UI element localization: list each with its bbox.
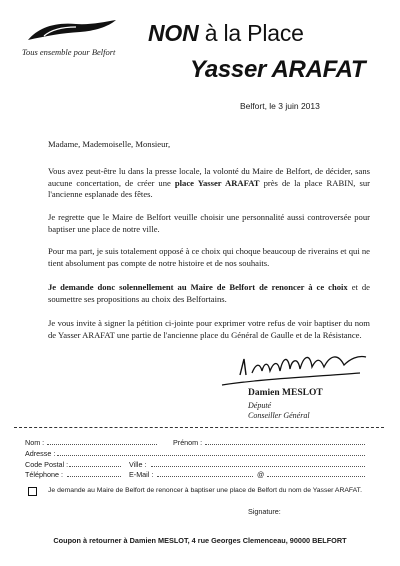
prenom-label: Prénom : xyxy=(173,438,203,447)
paragraph-4 xyxy=(48,282,370,305)
paragraph-3: Pour ma part, je suis totalement opposé à ce choix qui choque beaucoup de riverains et qui ne tient absolument pas compte de notre histoire et de nos souhaits. xyxy=(48,246,370,268)
cut-line xyxy=(14,427,384,428)
adresse-field[interactable] xyxy=(57,455,365,456)
logo xyxy=(22,18,122,60)
paragraph-1-text-b: près de la place RABIN, sur l'ancienne esplanade des fêtes. xyxy=(48,177,370,200)
signatory-name: Damien MESLOT xyxy=(248,388,323,398)
email-field-domain[interactable] xyxy=(267,476,365,477)
paragraph-1-text-a: Vous avez peut-être lu dans la presse locale, la volonté du Maire de Belfort, de décider, sans aucune concertation, de créer une xyxy=(48,166,370,188)
title-rest: à la Place xyxy=(198,20,304,46)
nom-label: Nom : xyxy=(25,438,45,447)
form-row-address xyxy=(25,449,375,459)
petition-checkbox[interactable] xyxy=(28,487,37,496)
title-non: NON xyxy=(148,20,199,46)
logo-swoosh-icon xyxy=(24,18,118,46)
title-name: Yasser ARAFAT xyxy=(190,56,366,83)
email-label: E-Mail : xyxy=(129,470,154,479)
form-row-name xyxy=(25,438,375,448)
telephone-field[interactable] xyxy=(67,476,121,477)
form-row-city xyxy=(25,460,375,470)
email-at: @ xyxy=(257,470,265,479)
paragraph-2: Je regrette que le Maire de Belfort veuille choisir une personnalité aussi controversée pour baptiser une place de notre ville. xyxy=(48,212,370,234)
handwritten-signature xyxy=(220,345,380,389)
telephone-label: Téléphone : xyxy=(25,470,63,479)
paragraph-5: Je vous invite à signer la pétition ci-jointe pour exprimer votre refus de voir baptiser du nom de Yasser ARAFAT une partie de l'ancienne place du Général de Gaulle et de la Résistance. xyxy=(48,318,370,340)
signatory-role-2: Conseiller Général xyxy=(248,411,310,420)
paragraph-1-bold: place Yasser ARAFAT xyxy=(174,177,260,188)
email-field-user[interactable] xyxy=(157,476,253,477)
adresse-label: Adresse : xyxy=(25,449,56,458)
salutation: Madame, Mademoiselle, Monsieur, xyxy=(48,139,171,149)
page-title xyxy=(148,20,304,47)
form-row-contact xyxy=(25,470,375,480)
ville-field[interactable] xyxy=(151,466,365,467)
paragraph-1 xyxy=(48,166,370,201)
signature-label: Signature: xyxy=(248,507,281,516)
letter-date: Belfort, le 3 juin 2013 xyxy=(240,101,320,111)
code-postal-field[interactable] xyxy=(69,466,121,467)
ville-label: Ville : xyxy=(129,460,147,469)
paragraph-4-text: et de soumettre ses propositions au choix des Belfortains. xyxy=(48,282,370,304)
code-postal-label: Code Postal : xyxy=(25,460,69,469)
petition-checkbox-label: Je demande au Maire de Belfort de renoncer à baptiser une place de Belfort du nom de Yasser ARAFAT. xyxy=(48,487,362,494)
return-address: Coupon à retourner à Damien MESLOT, 4 rue Georges Clemenceau, 90000 BELFORT xyxy=(53,536,347,545)
prenom-field[interactable] xyxy=(205,444,365,445)
paragraph-4-bold: Je demande donc solennellement au Maire de Belfort de renoncer à ce choix xyxy=(48,282,348,292)
signatory-role-1: Député xyxy=(248,401,272,410)
nom-field[interactable] xyxy=(47,444,157,445)
logo-text: Tous ensemble pour Belfort xyxy=(22,47,116,57)
